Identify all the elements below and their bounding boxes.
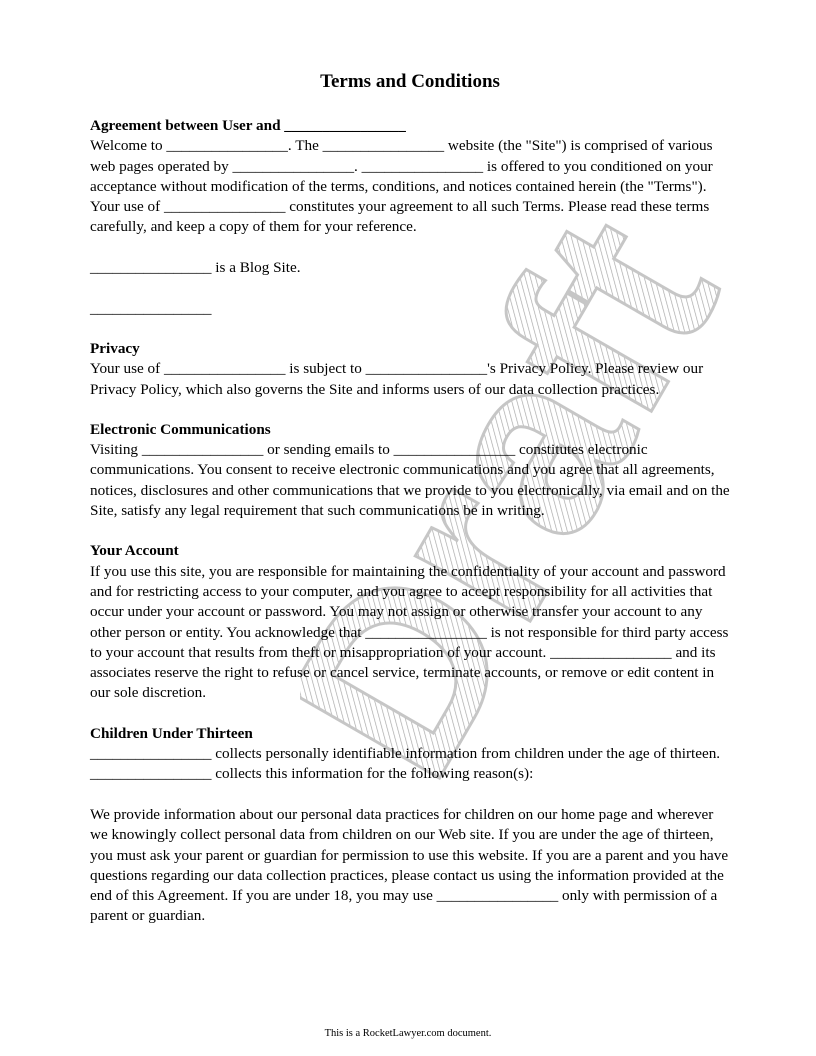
section-paragraph: Welcome to ________________. The ________________ website (the "Site") is comprised of various web pages operated by ________________. ________________ is offered to you conditioned on your acceptance without modification of the terms, conditions, and notices contained herein (the "Terms"). Your use of ________________ constitutes your agreement to all such Terms. Please read these terms carefully, and keep a copy of them for your reference.: [90, 137, 713, 236]
section-paragraph: Visiting ________________ or sending emails to ________________ constitutes electronic communications. You consent to receive electronic communications and you agree that all agreements, notices, disclosures and other communications that we provide to you electronically, via email and on the Site, satisfy any legal requirement that such communications be in writing.: [90, 441, 730, 520]
document-page: [90, 68, 730, 947]
section-paragraph: ________________: [90, 299, 212, 317]
section-paragraph: ________________ collects personally identifiable information from children under the age of thirteen. ________________ collects this information for the following reason(s):: [90, 745, 721, 783]
document-title: Terms and Conditions: [320, 71, 500, 92]
section-paragraph: ________________ is a Blog Site.: [90, 259, 301, 277]
section-electronic-communications: [90, 420, 730, 521]
section-paragraph: We provide information about our personal data practices for children on our home page and wherever we knowingly collect personal data from children on our Web site. If you are under the age of thirteen, you must ask your parent or guardian for permission to use this website. If you are a parent and you have questions regarding our data collection practices, please contact us using the information provided at the end of this Agreement. If you are under 18, you may use ________________ only with permission of a parent or guardian.: [90, 805, 729, 925]
draft-watermark-text: Draft: [300, 195, 750, 820]
section-agreement: [90, 116, 730, 319]
section-heading: Electronic Communications: [90, 420, 271, 438]
section-paragraph: If you use this site, you are responsible for maintaining the confidentiality of your account and password and for restricting access to your computer, and you agree to accept responsibility for all activities that occur under your account or password. You may not assign or otherwise transfer your account to any other person or entity. You acknowledge that ________________ is not responsible for third party access to your account that results from theft or misappropriation of your account. ________________ and its associates reserve the right to refuse or cancel service, terminate accounts, or remove or edit content in our sole discretion.: [90, 562, 729, 702]
section-paragraph: Your use of ________________ is subject to ________________'s Privacy Policy. Please review our Privacy Policy, which also governs the Site and informs users of our data collection practices.: [90, 360, 704, 398]
section-heading: Children Under Thirteen: [90, 724, 253, 742]
section-heading: Your Account: [90, 542, 179, 560]
section-children: [90, 724, 730, 927]
page-footer: This is a RocketLawyer.com document.: [324, 1028, 492, 1039]
section-privacy: [90, 339, 730, 400]
section-your-account: [90, 541, 730, 703]
section-heading: Agreement between User and ________________: [90, 117, 406, 134]
section-heading: Privacy: [90, 339, 140, 357]
